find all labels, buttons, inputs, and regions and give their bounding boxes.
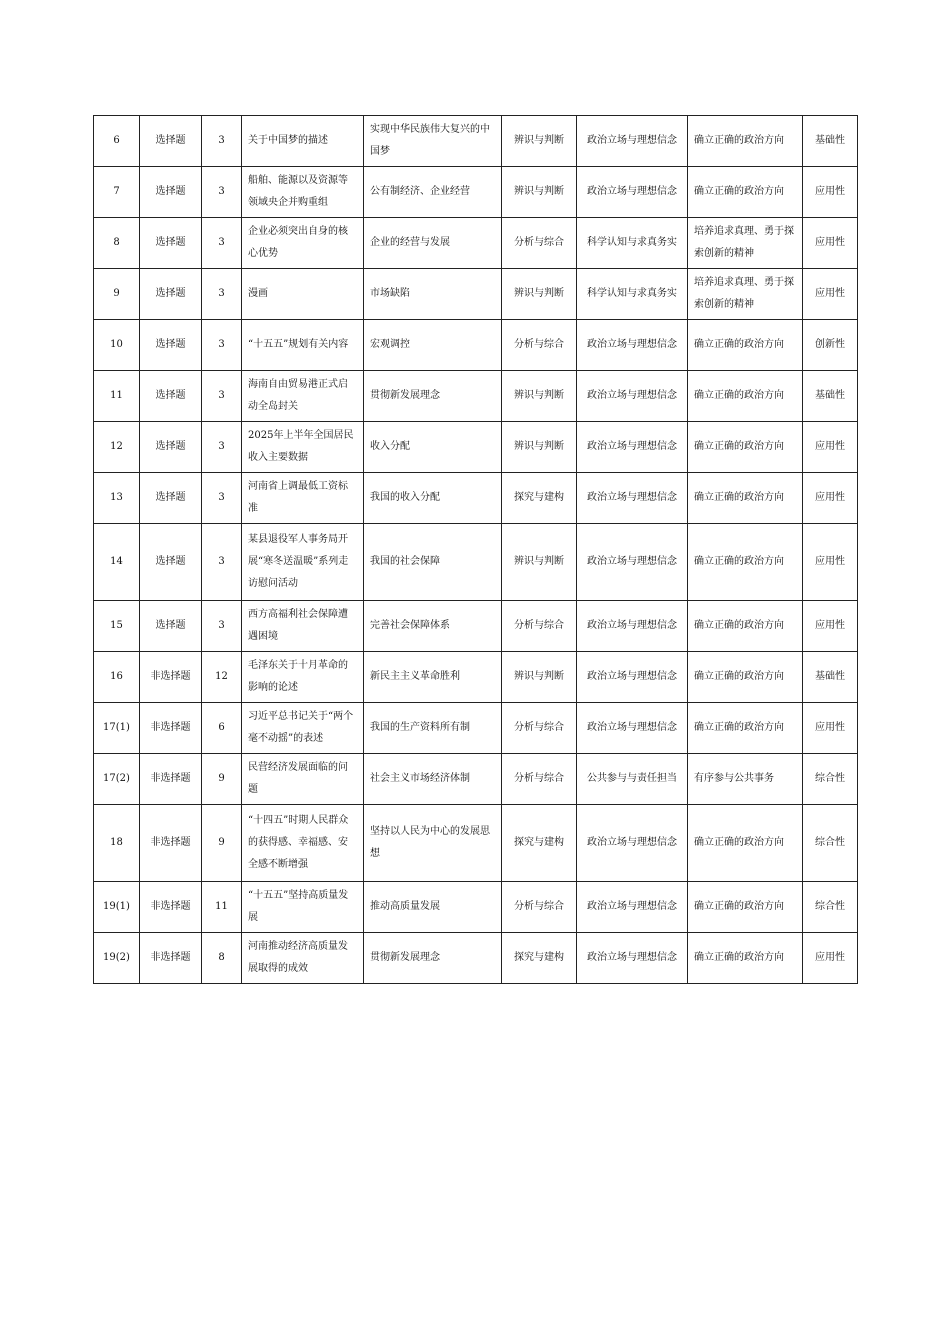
cell-ability: 分析与综合 (502, 218, 577, 269)
cell-literacy: 政治立场与理想信念 (577, 601, 688, 652)
cell-difficulty: 应用性 (803, 524, 858, 601)
cell-material: 船舶、能源以及资源等领域央企并购重组 (242, 167, 364, 218)
cell-score: 12 (202, 652, 242, 703)
cell-question-type: 选择题 (140, 601, 202, 652)
cell-literacy: 科学认知与求真务实 (577, 218, 688, 269)
cell-literacy-goal: 确立正确的政治方向 (688, 933, 803, 984)
cell-literacy: 政治立场与理想信念 (577, 805, 688, 882)
cell-ability: 分析与综合 (502, 320, 577, 371)
cell-literacy: 政治立场与理想信念 (577, 167, 688, 218)
cell-material: “十四五”时期人民群众的获得感、幸福感、安全感不断增强 (242, 805, 364, 882)
cell-ability: 辨识与判断 (502, 422, 577, 473)
cell-literacy-goal: 确立正确的政治方向 (688, 601, 803, 652)
cell-score: 9 (202, 754, 242, 805)
cell-question-number: 18 (94, 805, 140, 882)
cell-knowledge-point: 完善社会保障体系 (364, 601, 502, 652)
cell-difficulty: 应用性 (803, 473, 858, 524)
cell-question-number: 14 (94, 524, 140, 601)
cell-question-number: 19(2) (94, 933, 140, 984)
cell-question-number: 17(2) (94, 754, 140, 805)
exam-spec-table (93, 115, 858, 984)
cell-ability: 辨识与判断 (502, 269, 577, 320)
table-row (94, 703, 858, 754)
cell-literacy: 政治立场与理想信念 (577, 652, 688, 703)
cell-literacy-goal: 培养追求真理、勇于探索创新的精神 (688, 218, 803, 269)
table-row (94, 116, 858, 167)
cell-knowledge-point: 推动高质量发展 (364, 882, 502, 933)
cell-knowledge-point: 我国的社会保障 (364, 524, 502, 601)
cell-question-number: 19(1) (94, 882, 140, 933)
cell-difficulty: 综合性 (803, 805, 858, 882)
cell-score: 6 (202, 703, 242, 754)
table-row (94, 805, 858, 882)
cell-material: 河南省上调最低工资标准 (242, 473, 364, 524)
cell-literacy-goal: 确立正确的政治方向 (688, 703, 803, 754)
table-row (94, 473, 858, 524)
cell-score: 3 (202, 116, 242, 167)
cell-question-number: 6 (94, 116, 140, 167)
cell-knowledge-point: 我国的生产资料所有制 (364, 703, 502, 754)
table-row (94, 269, 858, 320)
cell-literacy: 科学认知与求真务实 (577, 269, 688, 320)
table-row (94, 652, 858, 703)
cell-difficulty: 应用性 (803, 167, 858, 218)
cell-knowledge-point: 市场缺陷 (364, 269, 502, 320)
cell-question-type: 选择题 (140, 167, 202, 218)
cell-question-type: 选择题 (140, 116, 202, 167)
table-body (94, 116, 858, 984)
cell-material: “十五五”坚持高质量发展 (242, 882, 364, 933)
cell-material: 西方高福利社会保障遭遇困境 (242, 601, 364, 652)
cell-knowledge-point: 企业的经营与发展 (364, 218, 502, 269)
cell-difficulty: 创新性 (803, 320, 858, 371)
cell-literacy: 政治立场与理想信念 (577, 524, 688, 601)
cell-material: 习近平总书记关于“两个毫不动摇”的表述 (242, 703, 364, 754)
cell-score: 3 (202, 320, 242, 371)
cell-question-type: 选择题 (140, 371, 202, 422)
cell-score: 3 (202, 601, 242, 652)
cell-question-number: 17(1) (94, 703, 140, 754)
cell-question-type: 选择题 (140, 269, 202, 320)
cell-question-type: 非选择题 (140, 652, 202, 703)
cell-knowledge-point: 社会主义市场经济体制 (364, 754, 502, 805)
cell-literacy-goal: 有序参与公共事务 (688, 754, 803, 805)
cell-question-number: 12 (94, 422, 140, 473)
cell-ability: 探究与建构 (502, 933, 577, 984)
cell-question-type: 非选择题 (140, 882, 202, 933)
cell-knowledge-point: 宏观调控 (364, 320, 502, 371)
table-row (94, 218, 858, 269)
cell-ability: 分析与综合 (502, 703, 577, 754)
cell-material: 漫画 (242, 269, 364, 320)
table-row (94, 371, 858, 422)
cell-material: 某县退役军人事务局开展“寒冬送温暖”系列走访慰问活动 (242, 524, 364, 601)
cell-knowledge-point: 公有制经济、企业经营 (364, 167, 502, 218)
cell-knowledge-point: 坚持以人民为中心的发展思想 (364, 805, 502, 882)
table-row (94, 320, 858, 371)
cell-difficulty: 基础性 (803, 652, 858, 703)
cell-question-number: 13 (94, 473, 140, 524)
cell-material: 关于中国梦的描述 (242, 116, 364, 167)
cell-material: 毛泽东关于十月革命的影响的论述 (242, 652, 364, 703)
cell-literacy: 政治立场与理想信念 (577, 422, 688, 473)
cell-question-number: 9 (94, 269, 140, 320)
cell-difficulty: 应用性 (803, 422, 858, 473)
cell-knowledge-point: 收入分配 (364, 422, 502, 473)
cell-knowledge-point: 实现中华民族伟大复兴的中国梦 (364, 116, 502, 167)
table-row (94, 524, 858, 601)
cell-question-type: 非选择题 (140, 933, 202, 984)
cell-question-type: 非选择题 (140, 805, 202, 882)
cell-score: 3 (202, 218, 242, 269)
cell-difficulty: 应用性 (803, 601, 858, 652)
table-row (94, 882, 858, 933)
cell-score: 3 (202, 524, 242, 601)
cell-material: 河南推动经济高质量发展取得的成效 (242, 933, 364, 984)
cell-question-number: 15 (94, 601, 140, 652)
cell-ability: 辨识与判断 (502, 524, 577, 601)
cell-knowledge-point: 贯彻新发展理念 (364, 933, 502, 984)
cell-literacy: 政治立场与理想信念 (577, 882, 688, 933)
cell-difficulty: 应用性 (803, 218, 858, 269)
cell-literacy-goal: 确立正确的政治方向 (688, 422, 803, 473)
cell-score: 11 (202, 882, 242, 933)
cell-ability: 辨识与判断 (502, 116, 577, 167)
cell-knowledge-point: 贯彻新发展理念 (364, 371, 502, 422)
cell-question-type: 选择题 (140, 218, 202, 269)
cell-literacy-goal: 确立正确的政治方向 (688, 652, 803, 703)
table-row (94, 167, 858, 218)
cell-question-number: 7 (94, 167, 140, 218)
cell-question-type: 非选择题 (140, 754, 202, 805)
cell-question-type: 选择题 (140, 320, 202, 371)
cell-ability: 分析与综合 (502, 754, 577, 805)
cell-difficulty: 应用性 (803, 269, 858, 320)
cell-literacy-goal: 培养追求真理、勇于探索创新的精神 (688, 269, 803, 320)
cell-literacy-goal: 确立正确的政治方向 (688, 167, 803, 218)
cell-question-type: 选择题 (140, 524, 202, 601)
cell-literacy-goal: 确立正确的政治方向 (688, 882, 803, 933)
cell-literacy-goal: 确立正确的政治方向 (688, 473, 803, 524)
cell-question-type: 非选择题 (140, 703, 202, 754)
cell-score: 3 (202, 269, 242, 320)
table-row (94, 933, 858, 984)
cell-literacy-goal: 确立正确的政治方向 (688, 805, 803, 882)
cell-literacy: 公共参与与责任担当 (577, 754, 688, 805)
cell-difficulty: 基础性 (803, 371, 858, 422)
cell-knowledge-point: 我国的收入分配 (364, 473, 502, 524)
cell-literacy-goal: 确立正确的政治方向 (688, 116, 803, 167)
cell-difficulty: 综合性 (803, 882, 858, 933)
cell-ability: 辨识与判断 (502, 652, 577, 703)
cell-literacy: 政治立场与理想信念 (577, 473, 688, 524)
cell-ability: 辨识与判断 (502, 167, 577, 218)
cell-question-number: 10 (94, 320, 140, 371)
cell-literacy-goal: 确立正确的政治方向 (688, 320, 803, 371)
cell-score: 3 (202, 371, 242, 422)
cell-material: 2025年上半年全国居民收入主要数据 (242, 422, 364, 473)
table-row (94, 754, 858, 805)
cell-difficulty: 综合性 (803, 754, 858, 805)
cell-material: 企业必须突出自身的核心优势 (242, 218, 364, 269)
cell-ability: 分析与综合 (502, 882, 577, 933)
cell-difficulty: 应用性 (803, 703, 858, 754)
cell-difficulty: 基础性 (803, 116, 858, 167)
cell-knowledge-point: 新民主主义革命胜利 (364, 652, 502, 703)
cell-score: 3 (202, 167, 242, 218)
cell-material: 海南自由贸易港正式启动全岛封关 (242, 371, 364, 422)
cell-ability: 分析与综合 (502, 601, 577, 652)
cell-score: 8 (202, 933, 242, 984)
cell-material: 民营经济发展面临的问题 (242, 754, 364, 805)
table-row (94, 601, 858, 652)
cell-question-type: 选择题 (140, 473, 202, 524)
cell-question-number: 16 (94, 652, 140, 703)
cell-score: 3 (202, 473, 242, 524)
cell-literacy-goal: 确立正确的政治方向 (688, 371, 803, 422)
cell-literacy: 政治立场与理想信念 (577, 320, 688, 371)
cell-ability: 辨识与判断 (502, 371, 577, 422)
cell-literacy: 政治立场与理想信念 (577, 933, 688, 984)
cell-question-type: 选择题 (140, 422, 202, 473)
cell-ability: 探究与建构 (502, 805, 577, 882)
cell-score: 9 (202, 805, 242, 882)
cell-material: “十五五”规划有关内容 (242, 320, 364, 371)
cell-literacy: 政治立场与理想信念 (577, 116, 688, 167)
cell-literacy: 政治立场与理想信念 (577, 703, 688, 754)
cell-question-number: 8 (94, 218, 140, 269)
cell-literacy: 政治立场与理想信念 (577, 371, 688, 422)
cell-literacy-goal: 确立正确的政治方向 (688, 524, 803, 601)
cell-difficulty: 应用性 (803, 933, 858, 984)
table-row (94, 422, 858, 473)
cell-ability: 探究与建构 (502, 473, 577, 524)
cell-question-number: 11 (94, 371, 140, 422)
cell-score: 3 (202, 422, 242, 473)
